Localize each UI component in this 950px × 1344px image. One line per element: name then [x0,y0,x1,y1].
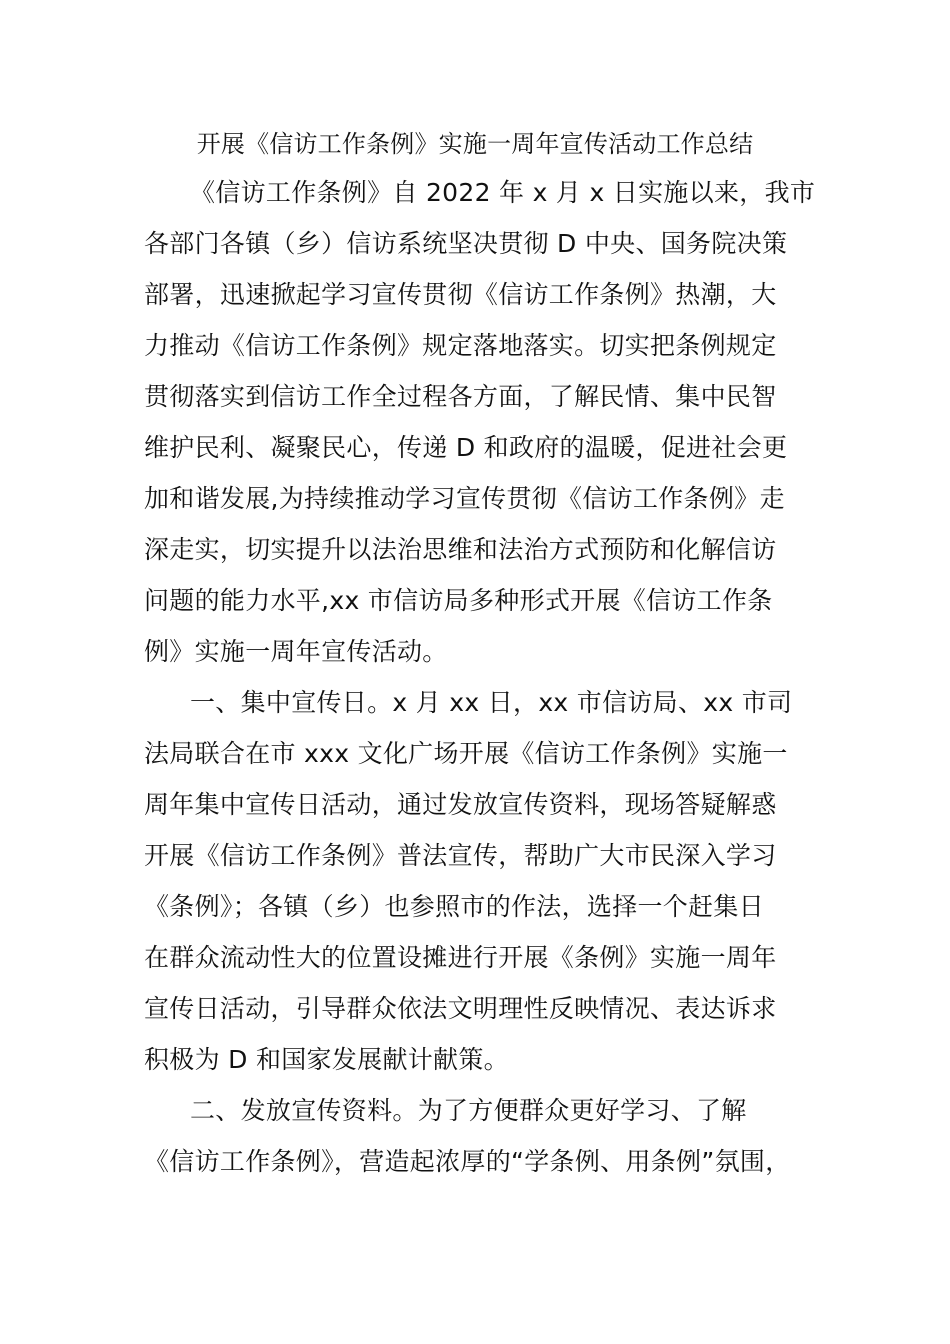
paragraph-line: 各部门各镇（乡）信访系统坚决贯彻 D 中央、国务院决策 [144,229,788,258]
paragraph-line: 例》实施一周年宣传活动。 [144,637,448,666]
paragraph-line: 深走实，切实提升以法治思维和法治方式预防和化解信访 [144,535,777,564]
document-title: 开展《信访工作条例》实施一周年宣传活动工作总结 [196,130,754,158]
paragraph-line: 周年集中宣传日活动，通过发放宣传资料，现场答疑解惑 [144,790,777,819]
paragraph-line: 法局联合在市 xxx 文化广场开展《信访工作条例》实施一 [144,739,788,768]
paragraph-line: 《信访工作条例》自 2022 年 x 月 x 日实施以来，我市 [190,178,816,207]
paragraph-line: 二、发放宣传资料。为了方便群众更好学习、了解 [190,1096,747,1125]
paragraph-line: 宣传日活动，引导群众依法文明理性反映情况、表达诉求 [144,994,777,1023]
paragraph-line: 加和谐发展,为持续推动学习宣传贯彻《信访工作条例》走 [144,484,785,513]
paragraph-line: 维护民利、凝聚民心，传递 D 和政府的温暖，促进社会更 [144,433,788,462]
paragraph-line: 一、集中宣传日。x 月 xx 日，xx 市信访局、xx 市司 [190,688,793,717]
paragraph-line: 部署，迅速掀起学习宣传贯彻《信访工作条例》热潮，大 [144,280,777,309]
paragraph-line: 积极为 D 和国家发展献计献策。 [144,1045,509,1074]
paragraph-line: 问题的能力水平,xx 市信访局多种形式开展《信访工作条 [144,586,773,615]
paragraph-line: 在群众流动性大的位置设摊进行开展《条例》实施一周年 [144,943,777,972]
paragraph-line: 贯彻落实到信访工作全过程各方面，了解民情、集中民智 [144,382,777,411]
paragraph-line: 《信访工作条例》，营造起浓厚的“学条例、用条例”氛围， [144,1147,791,1176]
paragraph-line: 开展《信访工作条例》普法宣传，帮助广大市民深入学习 [144,841,777,870]
paragraph-line: 《条例》；各镇（乡）也参照市的作法，选择一个赶集日 [144,892,765,921]
paragraph-line: 力推动《信访工作条例》规定落地落实。切实把条例规定 [144,331,777,360]
